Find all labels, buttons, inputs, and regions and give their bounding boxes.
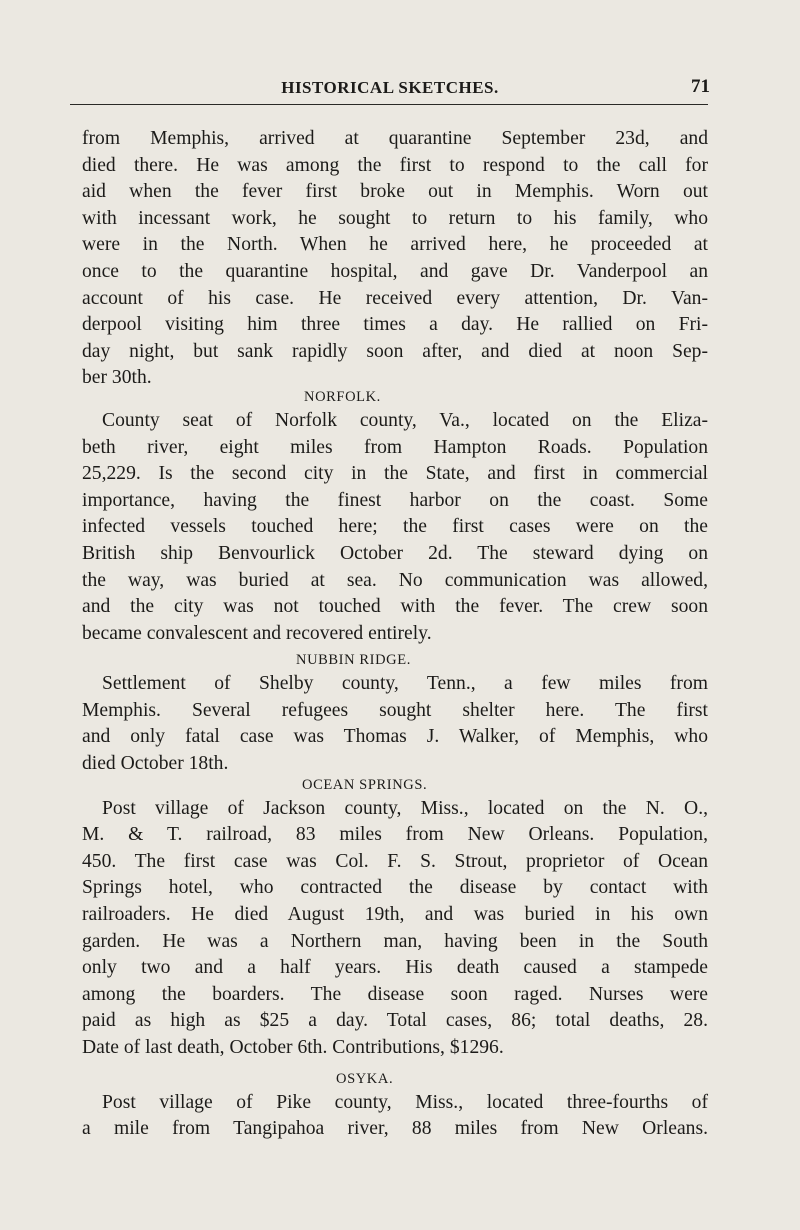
- text-line: derpool visiting him three times a day. He rallied on Fri-: [82, 314, 708, 336]
- section-osyka: [82, 1068, 708, 1143]
- text-line: garden. He was a Northern man, having been in the South: [82, 930, 708, 952]
- text-line: and only fatal case was Thomas J. Walker, of Memphis, who: [82, 726, 708, 748]
- section-heading: NORFOLK.: [304, 388, 381, 405]
- text-line: from Memphis, arrived at quarantine September 23d, and: [82, 128, 708, 149]
- text-line: British ship Benvourlick October 2d. The steward dying on: [82, 542, 708, 564]
- text-line: 450. The first case was Col. F. S. Strout, proprietor of Ocean: [82, 850, 708, 872]
- text-line: infected vessels touched here; the first cases were on the: [82, 516, 708, 538]
- text-line: and the city was not touched with the fever. The crew soon: [82, 596, 708, 618]
- text-line: railroaders. He died August 19th, and was buried in his own: [82, 904, 708, 926]
- text-line: Post village of Pike county, Miss., located three-fourths of: [102, 1091, 708, 1113]
- text-line: only two and a half years. His death caused a stampede: [82, 957, 708, 979]
- running-head: [70, 78, 710, 102]
- text-line: became convalescent and recovered entirely.: [82, 622, 432, 644]
- text-line: Date of last death, October 6th. Contributions, $1296.: [82, 1037, 504, 1058]
- text-line: importance, having the finest harbor on the coast. Some: [82, 489, 708, 511]
- header-rule: [70, 104, 708, 105]
- page-number: 71: [691, 76, 710, 97]
- text-line: died there. He was among the first to respond to the call for: [82, 154, 708, 176]
- section-norfolk: [82, 386, 708, 647]
- text-line: 25,229. Is the second city in the State, and first in commercial: [82, 463, 708, 485]
- text-line: ber 30th.: [82, 367, 152, 389]
- text-line: account of his case. He received every attention, Dr. Van-: [82, 287, 708, 309]
- text-line: County seat of Norfolk county, Va., located on the Eliza-: [102, 409, 708, 431]
- memphis-paragraph: [82, 126, 708, 392]
- section-nubbin-ridge: [82, 649, 708, 777]
- text-line: the way, was buried at sea. No communication was allowed,: [82, 569, 708, 591]
- text-line: M. & T. railroad, 83 miles from New Orleans. Population,: [82, 824, 708, 846]
- text-line: day night, but sank rapidly soon after, and died at noon Sep-: [82, 340, 708, 362]
- text-line: Springs hotel, who contracted the disease by contact with: [82, 877, 708, 899]
- section-ocean-springs: [82, 774, 708, 1062]
- section-heading: OSYKA.: [336, 1070, 394, 1087]
- body-text: [82, 126, 708, 1143]
- text-line: Settlement of Shelby county, Tenn., a few miles from: [102, 673, 708, 695]
- text-line: Memphis. Several refugees sought shelter here. The first: [82, 699, 708, 721]
- text-line: Post village of Jackson county, Miss., located on the N. O.,: [102, 797, 708, 819]
- text-line: died October 18th.: [82, 753, 229, 775]
- text-line: were in the North. When he arrived here, he proceeded at: [82, 234, 708, 256]
- text-line: paid as high as $25 a day. Total cases, 86; total deaths, 28.: [82, 1010, 708, 1032]
- text-line: aid when the fever first broke out in Memphis. Worn out: [82, 181, 708, 203]
- text-line: among the boarders. The disease soon raged. Nurses were: [82, 983, 708, 1005]
- section-heading: OCEAN SPRINGS.: [302, 776, 428, 793]
- text-line: with incessant work, he sought to return to his family, who: [82, 207, 708, 229]
- text-line: beth river, eight miles from Hampton Roads. Population: [82, 436, 708, 458]
- text-line: a mile from Tangipahoa river, 88 miles from New Orleans.: [82, 1118, 708, 1140]
- text-line: once to the quarantine hospital, and gave Dr. Vanderpool an: [82, 260, 708, 282]
- section-heading: NUBBIN RIDGE.: [296, 652, 411, 669]
- running-head-title: HISTORICAL SKETCHES.: [281, 78, 499, 97]
